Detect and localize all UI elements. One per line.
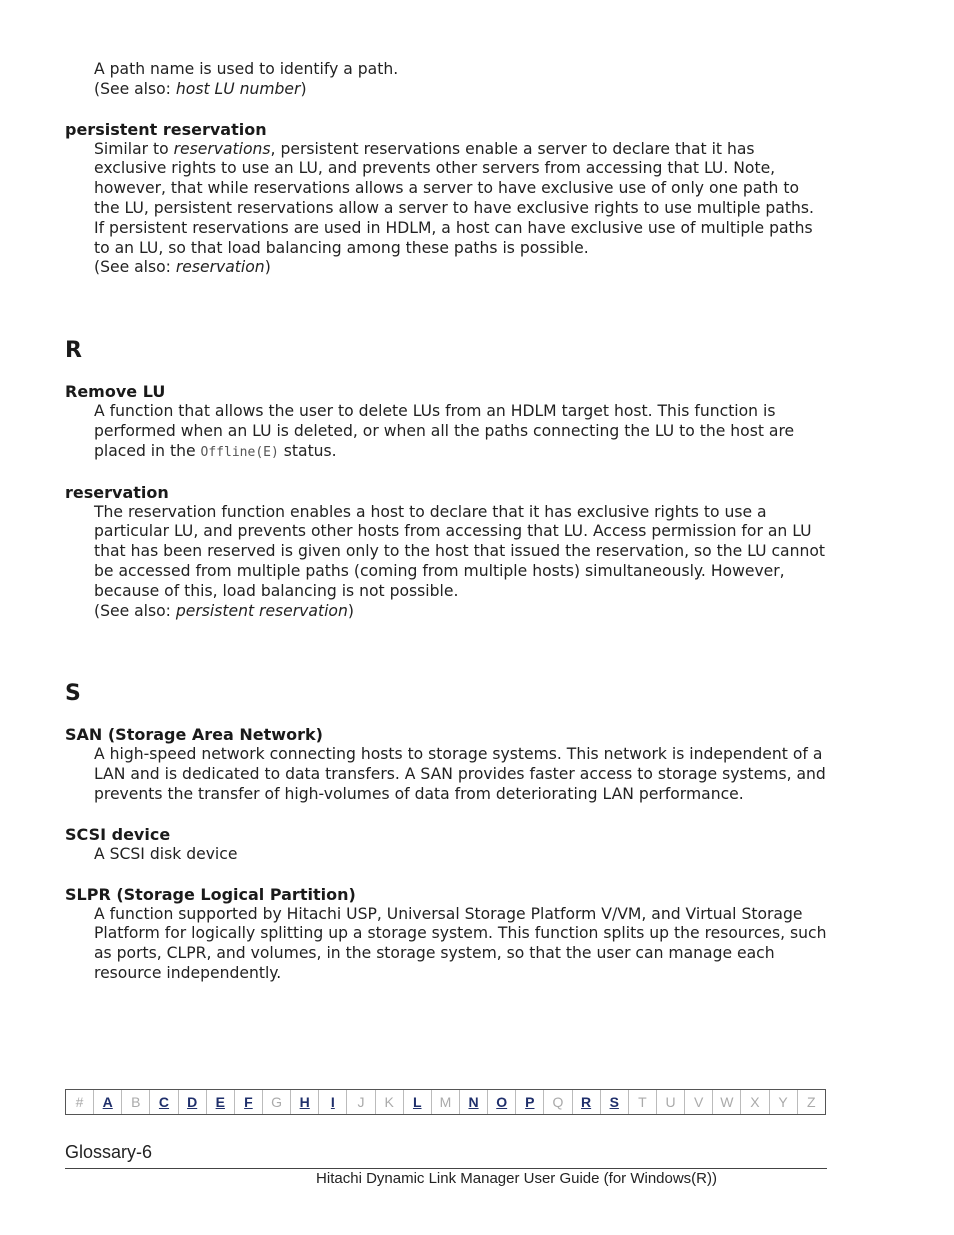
alphabet-link-e[interactable]: E — [207, 1090, 235, 1114]
alphabet-link-y: Y — [770, 1090, 798, 1114]
glossary-entry-scsi-device — [65, 825, 827, 865]
see-also-link[interactable]: reservation — [175, 258, 265, 277]
alphabet-link-f[interactable]: F — [235, 1090, 263, 1114]
entry-term: SAN (Storage Area Network) — [65, 725, 323, 745]
alphabet-link-u: U — [657, 1090, 685, 1114]
document-title: Hitachi Dynamic Link Manager User Guide (for Windows(R)) — [316, 1170, 717, 1187]
footer-divider — [65, 1168, 827, 1169]
entry-definition: A function supported by Hitachi USP, Universal Storage Platform V/VM, and Virtual Storage Platform for logically splitting up a storage system. This function splits up the resources, such as ports, CLPR, and volumes, in the storage system, so that the user can manage each resource independently. — [94, 904, 827, 982]
page-number: Glossary-6 — [65, 1142, 153, 1162]
definition-text: The reservation function enables a host to declare that it has exclusive rights to use a particular LU, and prevents other hosts from accessing that LU. Access permission for an LU that has been reserved is given only to the host that issued the reservation, so the LU cannot be accessed from multiple paths (coming from multiple hosts) simultaneously. However, because of this, load balancing is not possible. — [94, 502, 826, 600]
alphabet-link-b: B — [122, 1090, 150, 1114]
entry-term: SCSI device — [65, 824, 171, 844]
glossary-entry-persistent-reservation — [65, 120, 827, 279]
definition-text: Similar to — [94, 139, 174, 158]
alphabet-link-w: W — [713, 1090, 741, 1114]
entry-term: persistent reservation — [65, 119, 267, 139]
see-also-prefix: (See also: — [94, 601, 176, 620]
see-also-link[interactable]: persistent reservation — [175, 601, 348, 620]
see-also-prefix: (See also: — [94, 79, 176, 98]
see-also-link[interactable]: host LU number — [175, 79, 301, 98]
alphabet-link-h[interactable]: H — [291, 1090, 319, 1114]
definition-text: status. — [278, 441, 337, 460]
definition-text: A path name is used to identify a path. — [94, 60, 399, 78]
see-also-suffix: ) — [300, 79, 307, 98]
alphabet-link-l[interactable]: L — [404, 1090, 432, 1114]
glossary-entry-remove-lu — [65, 382, 827, 462]
glossary-entry-path-name-continued — [65, 60, 827, 100]
entry-definition — [94, 503, 827, 622]
entry-term: reservation — [65, 482, 169, 502]
see-also-prefix: (See also: — [94, 258, 176, 277]
alphabet-link-v: V — [685, 1090, 713, 1114]
alphabet-link-t: T — [629, 1090, 657, 1114]
entry-term: SLPR (Storage Logical Partition) — [65, 884, 356, 904]
definition-text: If persistent reservations are used in HDLM, a host can have exclusive use of multiple paths to an LU, so that load balancing among these paths is possible. — [94, 218, 813, 257]
alphabet-link-s[interactable]: S — [601, 1090, 629, 1114]
section-letter-r: R — [65, 338, 82, 364]
definition-text: A function that allows the user to delete LUs from an HDLM target host. This function is performed when an LU is deleted, or when all the paths connecting the LU to the host are placed in the — [94, 402, 795, 460]
definition-emphasis: reservations — [173, 139, 271, 158]
alphabet-link-k: K — [376, 1090, 404, 1114]
alphabet-link-r[interactable]: R — [573, 1090, 601, 1114]
see-also-suffix: ) — [264, 258, 271, 277]
alphabet-link-i[interactable]: I — [319, 1090, 347, 1114]
entry-definition: A high-speed network connecting hosts to storage systems. This network is independent of a LAN and is dedicated to data transfers. A SAN provides faster access to storage systems, and prevents the transfer of high-volumes of data from deteriorating LAN performance. — [94, 745, 826, 803]
entry-term: Remove LU — [65, 382, 166, 402]
alphabet-link-p[interactable]: P — [516, 1090, 544, 1114]
alphabet-link-hash: # — [66, 1090, 94, 1114]
alphabet-index-bar — [65, 1089, 826, 1115]
entry-definition — [94, 140, 827, 279]
status-code: Offline(E) — [200, 444, 279, 460]
glossary-entry-san — [65, 725, 827, 804]
entry-definition: A SCSI disk device — [94, 844, 238, 863]
alphabet-link-j: J — [347, 1090, 375, 1114]
section-letter-s: S — [65, 681, 81, 707]
entry-definition — [94, 60, 827, 100]
entry-definition — [94, 402, 827, 462]
alphabet-link-x: X — [741, 1090, 769, 1114]
alphabet-link-g: G — [263, 1090, 291, 1114]
glossary-entry-reservation — [65, 483, 827, 622]
alphabet-link-a[interactable]: A — [94, 1090, 122, 1114]
alphabet-link-o[interactable]: O — [488, 1090, 516, 1114]
see-also-suffix: ) — [347, 601, 354, 620]
alphabet-link-z: Z — [806, 1094, 816, 1110]
alphabet-link-n[interactable]: N — [460, 1090, 488, 1114]
glossary-page — [65, 60, 827, 1004]
glossary-entry-slpr — [65, 885, 827, 984]
alphabet-link-q: Q — [544, 1090, 572, 1114]
alphabet-link-d[interactable]: D — [179, 1090, 207, 1114]
definition-text: , persistent reservations enable a server to declare that it has exclusive rights to use an LU, and prevents other servers from accessing that LU. Note, however, that while reservations allows a server to have exclusive use of only one path to the LU, persistent reservations allow a server to have exclusive rights to use multiple paths. — [94, 139, 814, 217]
alphabet-link-c[interactable]: C — [150, 1090, 178, 1114]
alphabet-link-m: M — [432, 1090, 460, 1114]
